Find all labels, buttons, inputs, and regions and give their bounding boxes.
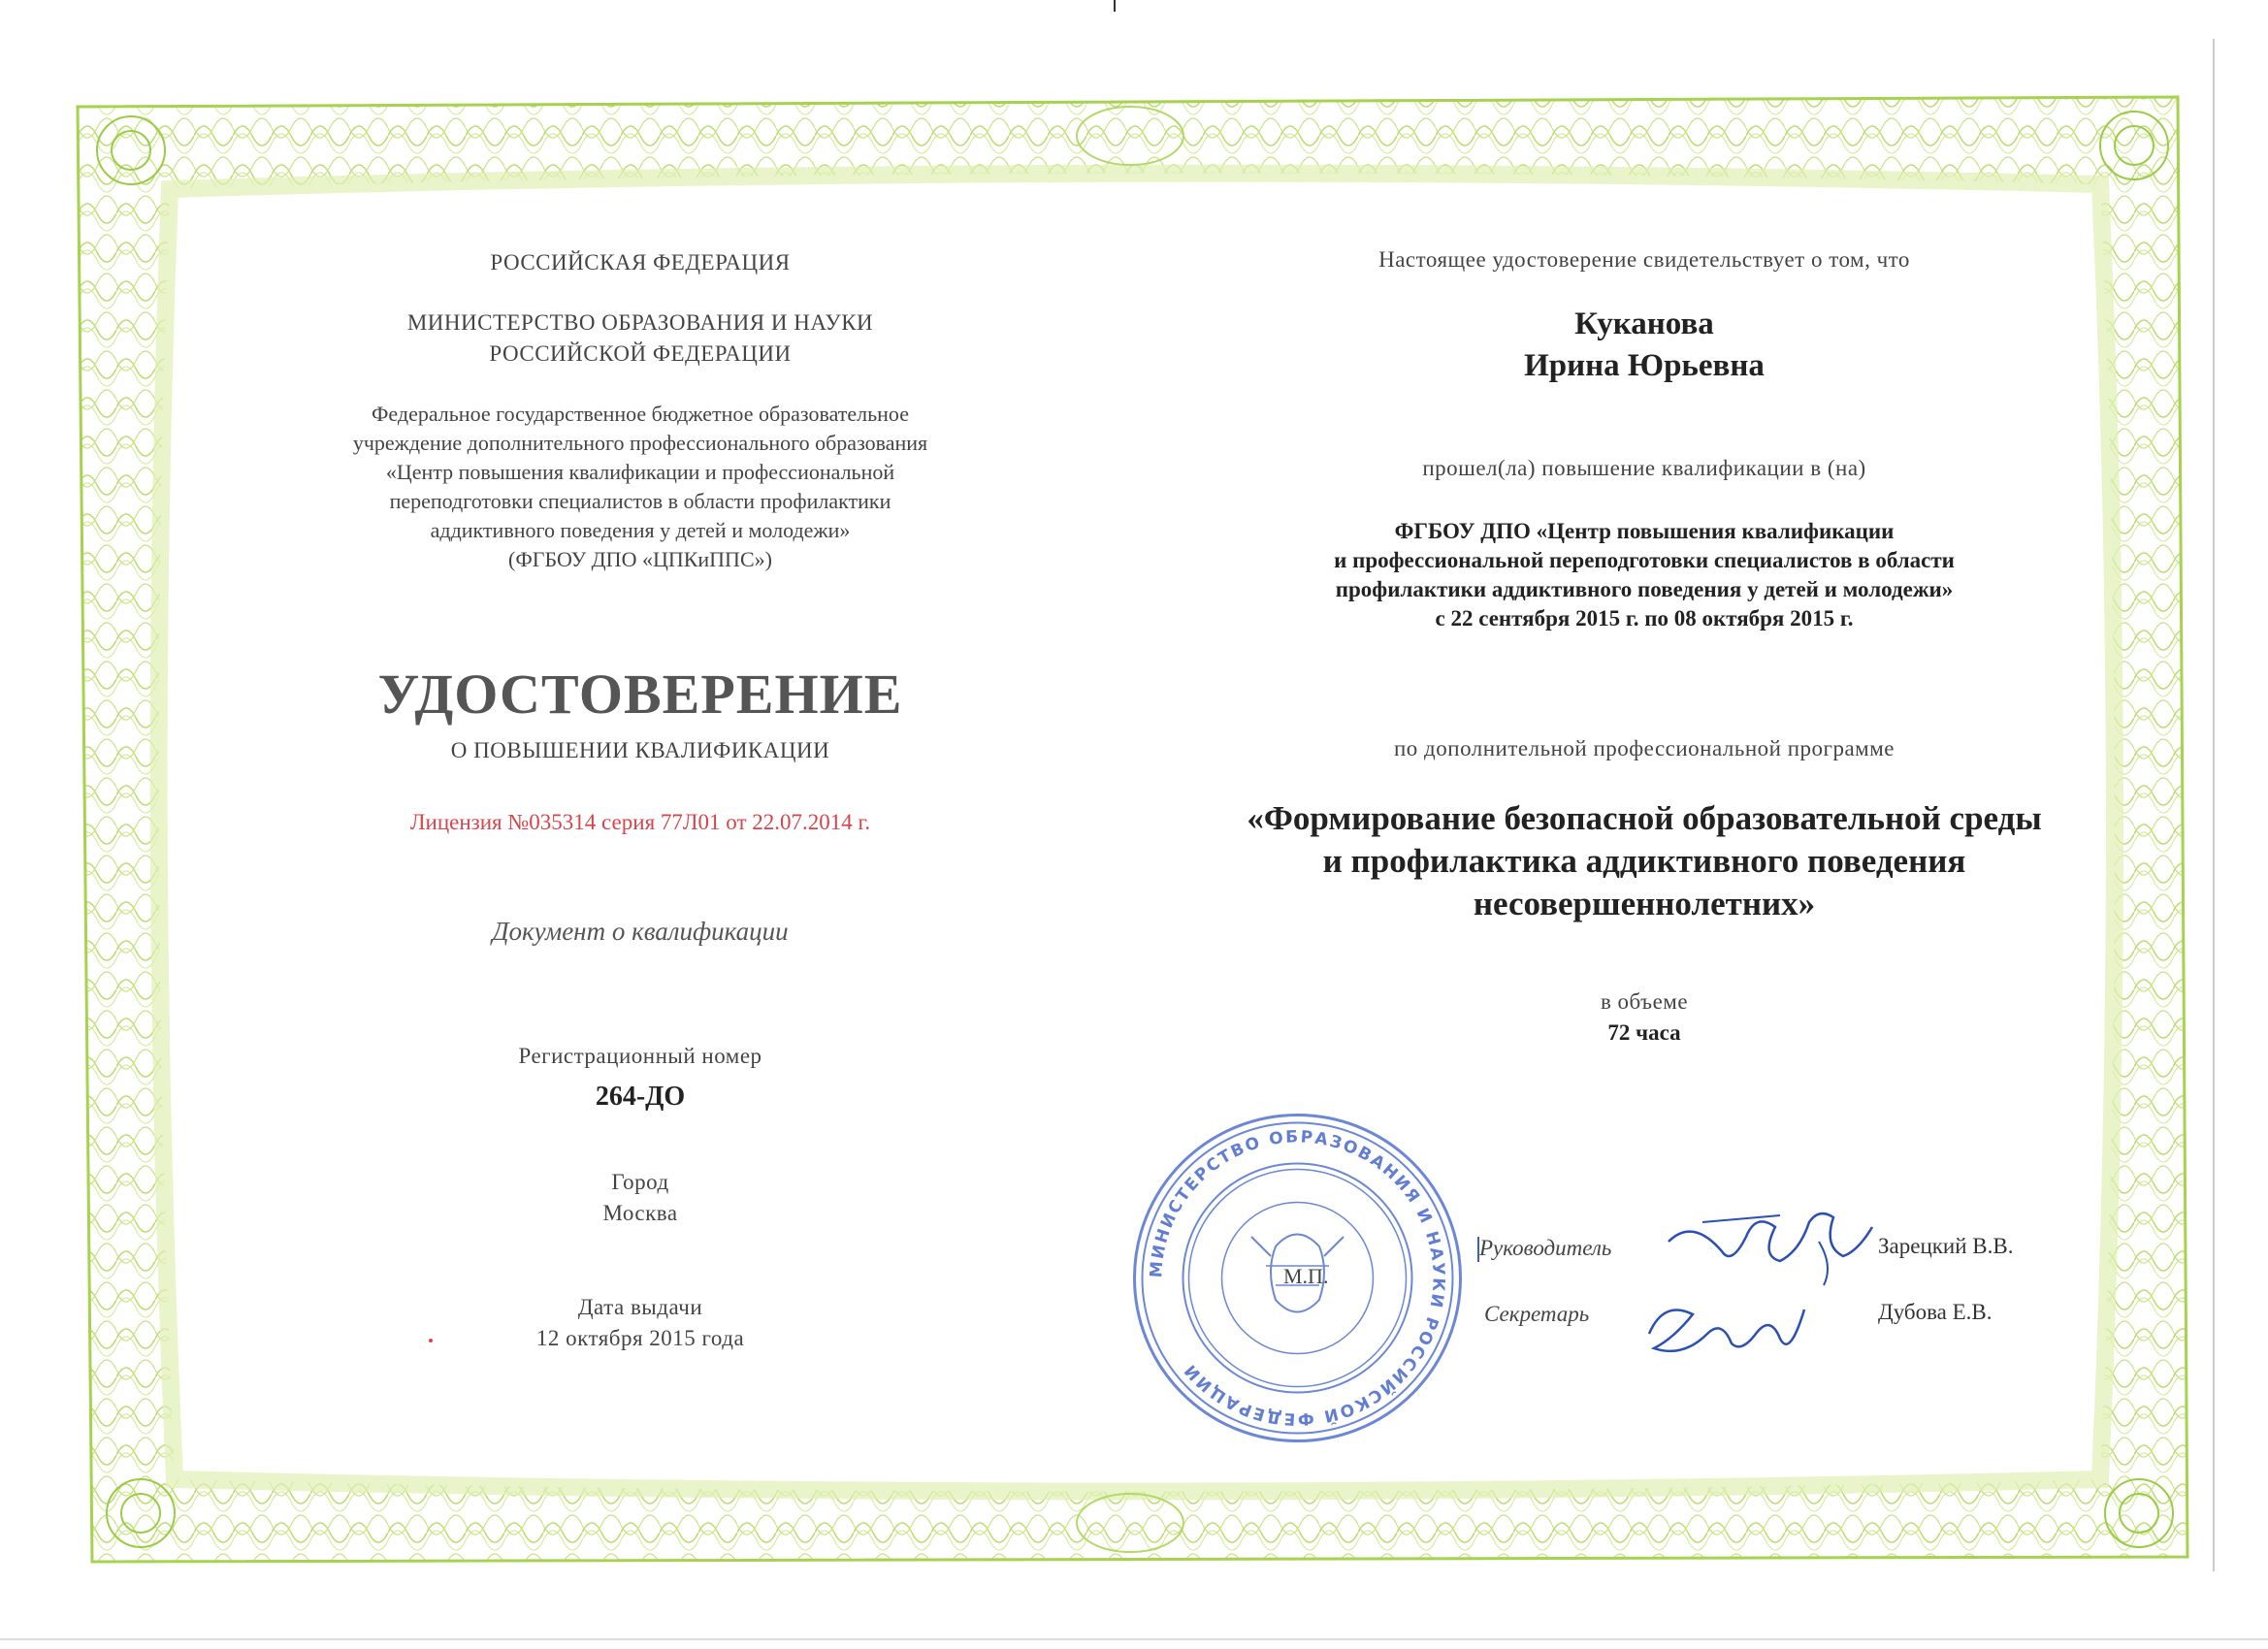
training-dates: с 22 сентября 2015 г. по 08 октября 2015 г.	[1435, 606, 1854, 630]
country-heading: РОССИЙСКАЯ ФЕДЕРАЦИЯ	[490, 250, 791, 275]
head-label: Руководитель	[1479, 1236, 1612, 1260]
institution-line-2: учреждение дополнительного профессионального образования	[352, 431, 928, 455]
city-value: Москва	[602, 1201, 678, 1225]
scan-dot	[429, 1339, 433, 1342]
holder-given-names: Ирина Юрьевна	[1524, 348, 1765, 383]
registration-number: 264-ДО	[595, 1082, 686, 1112]
document-title: УДОСТОВЕРЕНИЕ	[377, 663, 903, 726]
passed-text: прошел(ла) повышение квалификации в (на)	[1422, 456, 1866, 480]
institution-line-1: Федеральное государственное бюджетное образовательное	[372, 402, 909, 426]
holder-surname: Куканова	[1574, 307, 1714, 341]
registration-label: Регистрационный номер	[518, 1044, 762, 1068]
program-line-2: и профилактика аддиктивного поведения	[1322, 842, 1966, 880]
city-label: Город	[611, 1170, 669, 1194]
license-text: Лицензия №035314 серия 77Л01 от 22.07.2014 г.	[409, 810, 871, 834]
program-line-3: несовершеннолетних»	[1473, 885, 1816, 922]
head-name: Зарецкий В.В.	[1878, 1234, 2014, 1258]
ministry-line-2: РОССИЙСКОЙ ФЕДЕРАЦИИ	[489, 341, 792, 366]
volume-value: 72 часа	[1607, 1020, 1681, 1045]
issue-date-value: 12 октября 2015 года	[535, 1326, 745, 1350]
secretary-name: Дубова Е.В.	[1878, 1300, 1993, 1324]
intro-text: Настоящее удостоверение свидетельствует о том, что	[1378, 247, 1910, 272]
document-subtitle: О ПОВЫШЕНИИ КВАЛИФИКАЦИИ	[450, 738, 830, 762]
institution-line-3: «Центр повышения квалификации и профессиональной	[385, 460, 895, 484]
volume-label: в объеме	[1600, 989, 1689, 1014]
institution-line-5: аддиктивного поведения у детей и молодежи»	[430, 518, 851, 542]
issue-date-label: Дата выдачи	[577, 1295, 703, 1319]
institution-line-4: переподготовки специалистов в области профилактики	[389, 489, 891, 513]
org-line-3: профилактики аддиктивного поведения у детей и молодежи»	[1335, 577, 1954, 601]
secretary-signature	[1635, 1290, 1809, 1368]
program-line-1: «Формирование безопасной образовательной среды	[1247, 799, 2042, 837]
institution-line-6: (ФГБОУ ДПО «ЦПКиППС»)	[508, 547, 772, 571]
ministry-line-1: МИНИСТЕРСТВО ОБРАЗОВАНИЯ И НАУКИ	[406, 310, 874, 335]
document-type: Документ о квалификации	[492, 917, 789, 946]
org-line-1: ФГБОУ ДПО «Центр повышения квалификации	[1394, 519, 1895, 543]
stamp-text: МИНИСТЕРСТВО ОБРАЗОВАНИЯ И НАУКИ РОССИЙСКОЙ ФЕДЕРАЦИИ	[1147, 1127, 1448, 1429]
head-signature	[1664, 1198, 1877, 1295]
stamp-mark: М.П.	[1283, 1264, 1329, 1288]
program-intro: по дополнительной профессиональной программе	[1394, 736, 1895, 760]
secretary-label: Секретарь	[1484, 1302, 1590, 1326]
org-line-2: и профессиональной переподготовки специалистов в области	[1334, 548, 1955, 572]
scan-mark	[1477, 1237, 1479, 1262]
